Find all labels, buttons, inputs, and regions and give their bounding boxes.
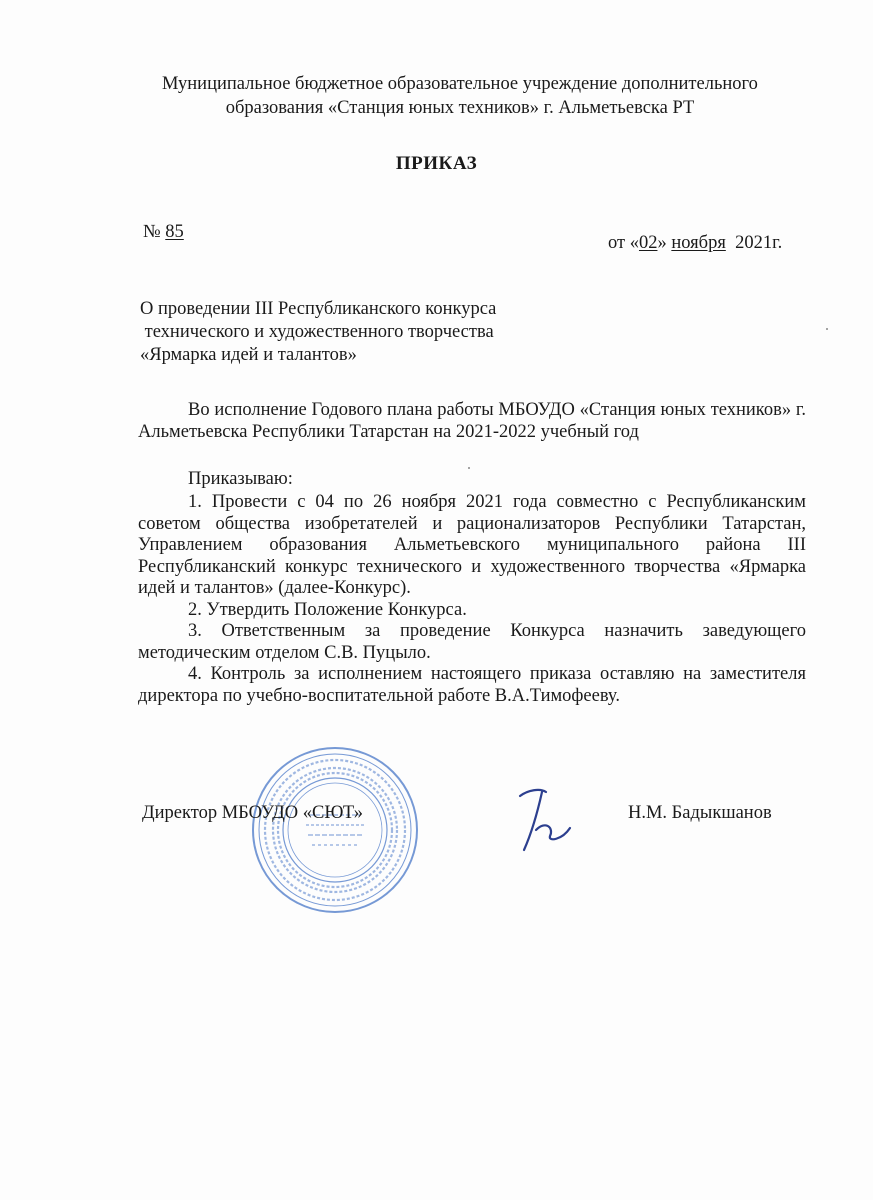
institution-header (100, 72, 820, 120)
order-number (143, 222, 184, 243)
order-item: 4. Контроль за исполнением настоящего приказа оставляю на заместителя директора по учебно-воспитательной работе В.А.Тимофееву. (138, 664, 806, 706)
order-item: 3. Ответственным за проведение Конкурса назначить заведующего методическим отделом С.В. Пуцыло. (138, 621, 806, 663)
order-item: 2. Утвердить Положение Конкурса. (188, 599, 467, 620)
order-item: 1. Провести с 04 по 26 ноября 2021 года совместно с Республиканским советом общества изобретателей и рационализаторов Республики Татарстан, Управлением образования Альметьевского муниципального района III Республиканский конкурс технического и художественного творчества «Ярмарка идей и талантов» (далее-Конкурс). (138, 492, 806, 598)
official-seal-stamp (250, 745, 420, 915)
order-word: Приказываю: (188, 469, 293, 489)
signatory-position: Директор МБОУДО «СЮТ» (142, 803, 364, 823)
subject-line-1: О проведении III Республиканского конкурса (140, 299, 497, 319)
date-day: 02 (638, 233, 658, 253)
scan-artifact (826, 328, 828, 330)
order-items-list (138, 492, 806, 707)
date-year: 2021г. (725, 233, 783, 253)
date-prefix: от « (608, 233, 639, 253)
order-number-prefix: № (143, 222, 166, 242)
preamble-paragraph: Во исполнение Годового плана работы МБОУДО «Станция юных техников» г. Альметьевска Республики Татарстан на 2021-2022 учебный год (138, 400, 806, 442)
document-title: ПРИКАЗ (395, 153, 478, 174)
subject-line-3: «Ярмарка идей и талантов» (140, 345, 357, 365)
header-line-2: образования «Станция юных техников» г. Альметьевска РТ (225, 98, 695, 118)
date-month: ноября (671, 233, 726, 253)
order-date (608, 233, 782, 254)
order-subject (140, 298, 496, 367)
signatory-name: Н.М. Бадыкшанов (628, 803, 772, 823)
handwritten-signature (506, 780, 586, 860)
scan-artifact (468, 467, 470, 469)
order-number-value: 85 (165, 222, 184, 242)
subject-line-2: технического и художественного творчества (140, 322, 494, 342)
date-mid: » (657, 233, 672, 253)
header-line-1: Муниципальное бюджетное образовательное учреждение дополнительного (162, 74, 758, 94)
